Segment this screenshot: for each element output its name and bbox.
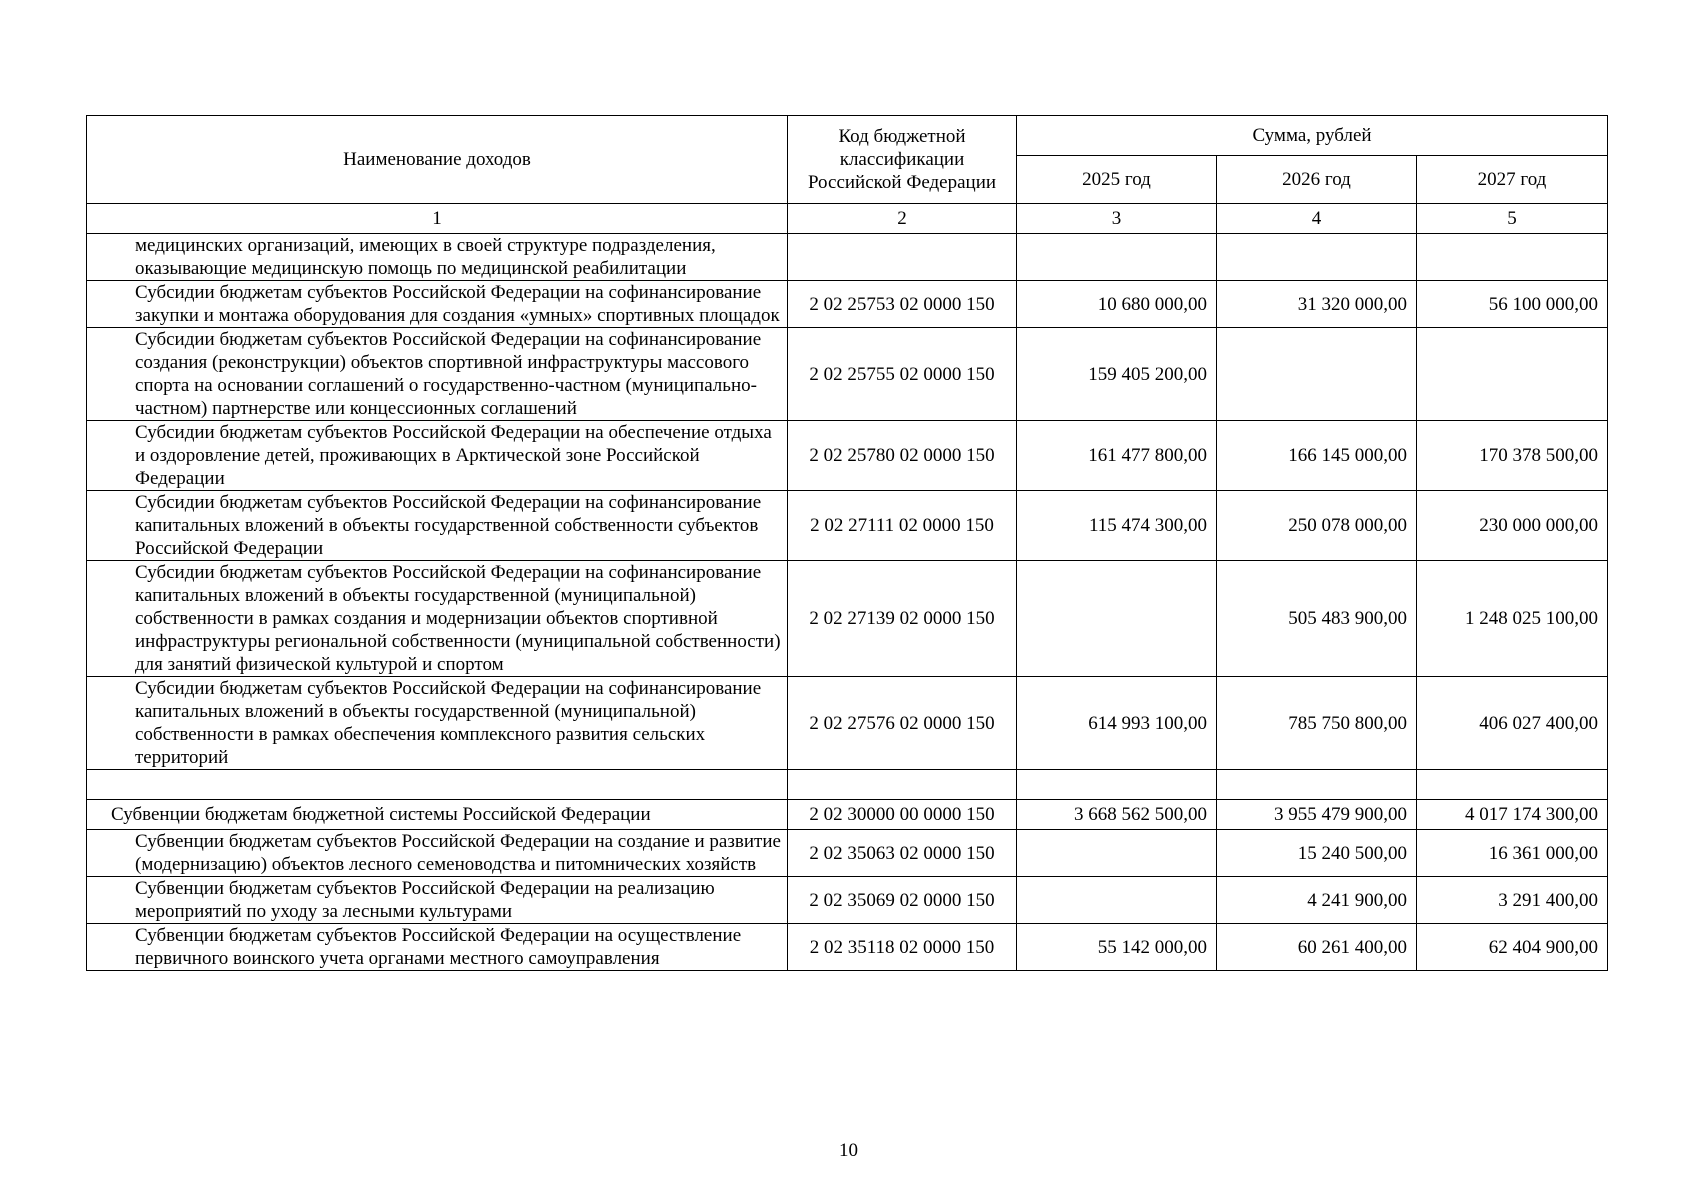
row-amount-2025: 159 405 200,00 xyxy=(1017,328,1217,421)
column-index: 2 xyxy=(788,204,1017,234)
row-name: медицинских организаций, имеющих в своей структуре подразделения, оказывающие медицинскую помощь по медицинской реабилитации xyxy=(87,234,788,281)
row-amount-2027: 1 248 025 100,00 xyxy=(1417,561,1608,677)
row-amount-2026: 166 145 000,00 xyxy=(1217,421,1417,491)
revenue-table xyxy=(86,115,1608,971)
table-body xyxy=(87,234,1608,971)
row-amount-2025 xyxy=(1017,877,1217,924)
row-name: Субсидии бюджетам субъектов Российской Федерации на софинансирование капитальных вложений в объекты государственной (муниципальной) собственности в рамках обеспечения комплексного развития сельских территорий xyxy=(87,677,788,770)
column-index: 1 xyxy=(87,204,788,234)
row-amount-2025: 3 668 562 500,00 xyxy=(1017,800,1217,830)
row-amount-2026: 250 078 000,00 xyxy=(1217,491,1417,561)
row-name: Субвенции бюджетам субъектов Российской Федерации на создание и развитие (модернизацию) объектов лесного семеноводства и питомнических хозяйств xyxy=(87,830,788,877)
row-amount-2026: 785 750 800,00 xyxy=(1217,677,1417,770)
row-amount-2025 xyxy=(1017,234,1217,281)
table-row xyxy=(87,830,1608,877)
row-code: 2 02 27111 02 0000 150 xyxy=(788,491,1017,561)
row-name: Субвенции бюджетам бюджетной системы Российской Федерации xyxy=(87,800,788,830)
row-amount-2027: 56 100 000,00 xyxy=(1417,281,1608,328)
row-amount-2027 xyxy=(1417,234,1608,281)
row-amount-2026: 4 241 900,00 xyxy=(1217,877,1417,924)
row-code: 2 02 35063 02 0000 150 xyxy=(788,830,1017,877)
table-row xyxy=(87,924,1608,971)
row-amount-2025 xyxy=(1017,830,1217,877)
row-amount-2025: 55 142 000,00 xyxy=(1017,924,1217,971)
column-index-row xyxy=(87,204,1608,234)
row-amount-2026: 15 240 500,00 xyxy=(1217,830,1417,877)
row-code xyxy=(788,234,1017,281)
row-amount-2025 xyxy=(1017,770,1217,800)
row-code: 2 02 27576 02 0000 150 xyxy=(788,677,1017,770)
column-index: 4 xyxy=(1217,204,1417,234)
table-row xyxy=(87,677,1608,770)
header-name: Наименование доходов xyxy=(87,116,788,204)
row-amount-2025: 161 477 800,00 xyxy=(1017,421,1217,491)
row-amount-2027: 230 000 000,00 xyxy=(1417,491,1608,561)
row-name: Субсидии бюджетам субъектов Российской Федерации на софинансирование создания (реконструкции) объектов спортивной инфраструктуры массового спорта на основании соглашений о государственно-частном (муниципально-частном) партнерстве или концессионных соглашений xyxy=(87,328,788,421)
header-year-2027: 2027 год xyxy=(1417,156,1608,204)
row-amount-2026 xyxy=(1217,234,1417,281)
row-code: 2 02 25753 02 0000 150 xyxy=(788,281,1017,328)
row-name xyxy=(87,770,788,800)
table-row xyxy=(87,234,1608,281)
row-amount-2025: 10 680 000,00 xyxy=(1017,281,1217,328)
row-name: Субсидии бюджетам субъектов Российской Федерации на обеспечение отдыха и оздоровление детей, проживающих в Арктической зоне Российской Федерации xyxy=(87,421,788,491)
row-amount-2026 xyxy=(1217,328,1417,421)
row-code: 2 02 35069 02 0000 150 xyxy=(788,877,1017,924)
column-index: 3 xyxy=(1017,204,1217,234)
table-row xyxy=(87,561,1608,677)
row-amount-2026 xyxy=(1217,770,1417,800)
row-amount-2026: 505 483 900,00 xyxy=(1217,561,1417,677)
row-name: Субсидии бюджетам субъектов Российской Федерации на софинансирование капитальных вложений в объекты государственной (муниципальной) собственности в рамках создания и модернизации объектов спортивной инфраструктуры региональной собственности (муниципальной собственности) для занятий физической культурой и спортом xyxy=(87,561,788,677)
row-amount-2026: 60 261 400,00 xyxy=(1217,924,1417,971)
row-amount-2027: 4 017 174 300,00 xyxy=(1417,800,1608,830)
row-code: 2 02 25780 02 0000 150 xyxy=(788,421,1017,491)
row-amount-2025: 614 993 100,00 xyxy=(1017,677,1217,770)
header-sum: Сумма, рублей xyxy=(1017,116,1608,156)
row-code: 2 02 27139 02 0000 150 xyxy=(788,561,1017,677)
row-code: 2 02 30000 00 0000 150 xyxy=(788,800,1017,830)
header-year-2025: 2025 год xyxy=(1017,156,1217,204)
row-code: 2 02 35118 02 0000 150 xyxy=(788,924,1017,971)
row-amount-2027: 3 291 400,00 xyxy=(1417,877,1608,924)
row-name: Субвенции бюджетам субъектов Российской Федерации на реализацию мероприятий по уходу за лесными культурами xyxy=(87,877,788,924)
table-row xyxy=(87,421,1608,491)
row-amount-2027: 406 027 400,00 xyxy=(1417,677,1608,770)
table-row xyxy=(87,491,1608,561)
row-code xyxy=(788,770,1017,800)
table-row-empty xyxy=(87,770,1608,800)
row-name: Субсидии бюджетам субъектов Российской Федерации на софинансирование капитальных вложений в объекты государственной собственности субъектов Российской Федерации xyxy=(87,491,788,561)
row-amount-2025 xyxy=(1017,561,1217,677)
row-amount-2026: 3 955 479 900,00 xyxy=(1217,800,1417,830)
row-amount-2027: 62 404 900,00 xyxy=(1417,924,1608,971)
table-row xyxy=(87,877,1608,924)
column-index: 5 xyxy=(1417,204,1608,234)
header-year-2026: 2026 год xyxy=(1217,156,1417,204)
row-amount-2027 xyxy=(1417,770,1608,800)
row-amount-2027: 170 378 500,00 xyxy=(1417,421,1608,491)
page-number: 10 xyxy=(839,1140,858,1161)
row-amount-2026: 31 320 000,00 xyxy=(1217,281,1417,328)
row-code: 2 02 25755 02 0000 150 xyxy=(788,328,1017,421)
row-amount-2025: 115 474 300,00 xyxy=(1017,491,1217,561)
table-row xyxy=(87,328,1608,421)
row-name: Субсидии бюджетам субъектов Российской Федерации на софинансирование закупки и монтажа оборудования для создания «умных» спортивных площадок xyxy=(87,281,788,328)
table-row-group xyxy=(87,800,1608,830)
row-amount-2027: 16 361 000,00 xyxy=(1417,830,1608,877)
row-name: Субвенции бюджетам субъектов Российской Федерации на осуществление первичного воинского учета органами местного самоуправления xyxy=(87,924,788,971)
table-header xyxy=(87,116,1608,234)
row-amount-2027 xyxy=(1417,328,1608,421)
table-row xyxy=(87,281,1608,328)
header-code: Код бюджетной классификации Российской Федерации xyxy=(788,116,1017,204)
